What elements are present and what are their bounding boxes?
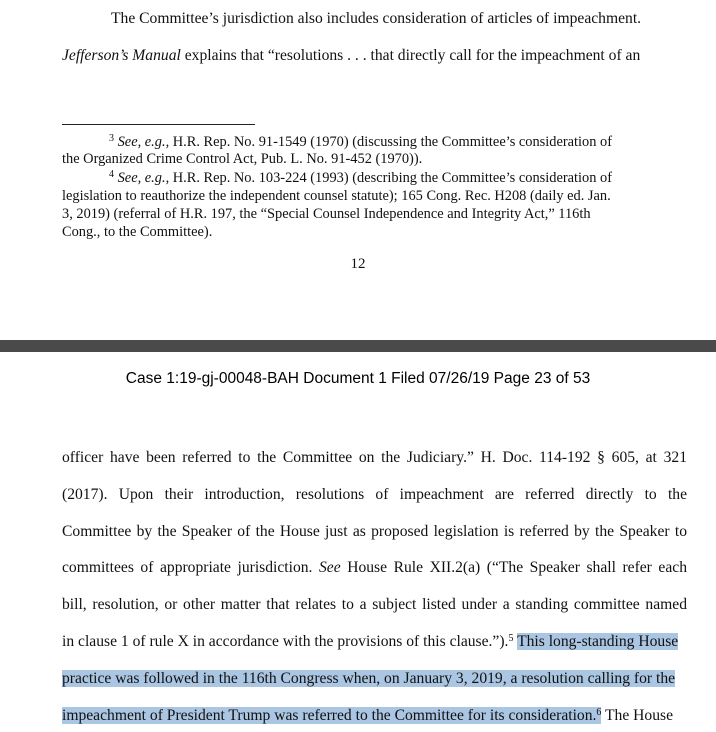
body-text-line: [62, 485, 687, 505]
highlighted-text[interactable]: [62, 707, 601, 724]
footnote-marker: 3: [109, 133, 114, 144]
text-run: (2017). Upon their introduction, resolutions of impeachment are referred directly to the: [62, 486, 687, 503]
text-run: , H.R. Rep. No. 91-1549 (1970) (discussing the Committee’s consideration of: [165, 134, 613, 150]
text-run: bill, resolution, or other matter that relates to a subject listed under a standing committee named: [62, 596, 687, 613]
text-run: officer have been referred to the Committee on the Judiciary.” H. Doc. 114-192 § 605, at 321: [62, 449, 687, 466]
text-run: Committee by the Speaker of the House just as proposed legislation is referred by the Speaker to: [62, 523, 687, 540]
body-text-line: [62, 669, 687, 689]
signal-text: See, e.g.: [117, 170, 166, 186]
signal-text: See, e.g.: [117, 134, 166, 150]
page-divider: [0, 340, 716, 352]
footnote-marker: 6: [596, 707, 602, 718]
text-run: 3, 2019) (referral of H.R. 197, the “Special Counsel Independence and Integrity Act,” 116th: [62, 206, 591, 222]
italic-citation: Jefferson’s Manual: [62, 47, 181, 64]
body-text-line: [62, 595, 687, 615]
body-text-line: [62, 558, 687, 578]
text-run: House Rule XII.2(a) (“The Speaker shall refer each: [340, 559, 687, 576]
document-page-bottom: [0, 352, 716, 732]
footnote-marker: 5: [508, 633, 514, 644]
page-number: 12: [350, 256, 366, 272]
highlighted-text[interactable]: This long-standing House: [517, 633, 679, 650]
text-run: in clause 1 of rule X in accordance with the provisions of this clause.”).: [62, 633, 509, 650]
signal-text: See: [319, 559, 341, 576]
text-run: the Organized Crime Control Act, Pub. L. No. 91-452 (1970)).: [62, 151, 423, 167]
text-run: explains that “resolutions . . . that directly call for the impeachment of an: [180, 47, 641, 64]
case-header: Case 1:19-gj-00048-BAH Document 1 Filed 07/26/19 Page 23 of 53: [125, 370, 591, 387]
text-run: , H.R. Rep. No. 103-224 (1993) (describing the Committee’s consideration of: [165, 170, 612, 186]
footnote-4-cont: [62, 224, 687, 241]
footnote-3-cont: [62, 151, 687, 168]
footnote-separator: [62, 124, 255, 125]
text-run: legislation to reauthorize the independent counsel statute); 165 Cong. Rec. H208 (daily ed. Jan.: [62, 188, 611, 204]
text-run: The House: [601, 707, 674, 724]
text-run: committees of appropriate jurisdiction.: [62, 559, 319, 576]
document-page-top: [0, 0, 716, 340]
body-text-line: [62, 522, 687, 542]
footnote-4: [62, 170, 687, 187]
body-text-line: [62, 9, 687, 29]
text-run: Cong., to the Committee).: [62, 224, 213, 240]
text-run: impeachment of President Trump was referred to the Committee for its consideration.: [62, 707, 597, 724]
body-text-line: [62, 448, 687, 468]
text-run: The Committee’s jurisdiction also includes consideration of articles of impeachment.: [111, 10, 642, 27]
footnote-marker: 4: [109, 169, 114, 180]
body-text-line: [62, 46, 687, 66]
body-text-line: [62, 706, 687, 726]
footnote-4-cont: [62, 206, 687, 223]
body-text-line: [62, 632, 687, 652]
highlighted-text[interactable]: practice was followed in the 116th Congress when, on January 3, 2019, a resolution calling for the: [62, 670, 676, 687]
footnote-3: [62, 134, 687, 151]
footnote-4-cont: [62, 188, 687, 205]
